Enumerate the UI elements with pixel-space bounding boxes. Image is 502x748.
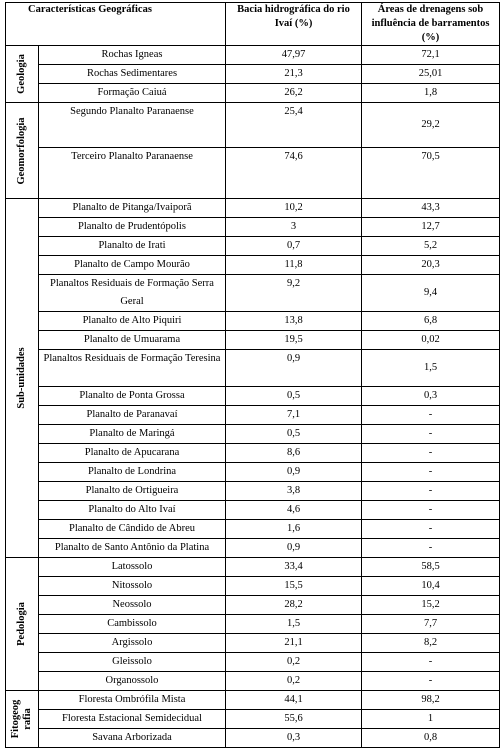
- table-row: [6, 406, 500, 425]
- basin-value: 15,5: [226, 577, 362, 596]
- row-name: Segundo Planalto Paranaense: [39, 103, 226, 148]
- dams-value: 98,2: [362, 691, 500, 710]
- group-label: [10, 697, 34, 741]
- dams-value: -: [362, 501, 500, 520]
- dams-value: 70,5: [362, 148, 500, 199]
- basin-value: 26,2: [226, 84, 362, 103]
- dams-value: 43,3: [362, 199, 500, 218]
- basin-value: 0,9: [226, 463, 362, 482]
- row-name: Planalto de Irati: [39, 237, 226, 256]
- dams-value: 0,8: [362, 729, 500, 748]
- table-row: [6, 256, 500, 275]
- row-name: Rochas Sedimentares: [39, 65, 226, 84]
- header-characteristics: Características Geográficas: [6, 3, 226, 46]
- dams-value: 9,4: [362, 275, 500, 312]
- basin-value: 0,7: [226, 237, 362, 256]
- row-name: Planalto de Paranavaí: [39, 406, 226, 425]
- basin-value: 8,6: [226, 444, 362, 463]
- table-row: [6, 65, 500, 84]
- row-name: Planalto de Londrina: [39, 463, 226, 482]
- row-name: Argissolo: [39, 634, 226, 653]
- group-label: Geologia: [16, 54, 27, 94]
- basin-value: 28,2: [226, 596, 362, 615]
- table-row: [6, 312, 500, 331]
- table-row: [6, 634, 500, 653]
- dams-value: -: [362, 520, 500, 539]
- row-name: Formação Caiuá: [39, 84, 226, 103]
- dams-value: 15,2: [362, 596, 500, 615]
- dams-value: -: [362, 539, 500, 558]
- dams-value: -: [362, 482, 500, 501]
- table-row: [6, 558, 500, 577]
- row-name: Neossolo: [39, 596, 226, 615]
- dams-value: 10,4: [362, 577, 500, 596]
- dams-value: -: [362, 425, 500, 444]
- table-row: [6, 444, 500, 463]
- row-name: Terceiro Planalto Paranaense: [39, 148, 226, 199]
- header-row: [6, 3, 500, 46]
- basin-value: 1,5: [226, 615, 362, 634]
- basin-value: 13,8: [226, 312, 362, 331]
- table-row: [6, 237, 500, 256]
- basin-value: 55,6: [226, 710, 362, 729]
- header-dams: Áreas de drenagens sob influência de barramentos (%): [362, 3, 500, 46]
- basin-value: 0,3: [226, 729, 362, 748]
- basin-value: 0,2: [226, 653, 362, 672]
- group-cell: [6, 103, 39, 199]
- table-row: [6, 691, 500, 710]
- geographic-characteristics-table: [5, 2, 500, 748]
- table-row: [6, 331, 500, 350]
- row-name: Planalto de Cândido de Abreu: [39, 520, 226, 539]
- table-body: [6, 46, 500, 748]
- dams-value: 25,01: [362, 65, 500, 84]
- table-row: [6, 387, 500, 406]
- row-name: Savana Arborizada: [39, 729, 226, 748]
- row-name: Planalto de Alto Piquiri: [39, 312, 226, 331]
- dams-value: 29,2: [362, 103, 500, 148]
- table-row: [6, 615, 500, 634]
- dams-value: 20,3: [362, 256, 500, 275]
- table-row: [6, 275, 500, 312]
- row-name: Planaltos Residuais de Formação Serra Geral: [39, 275, 226, 312]
- basin-value: 7,1: [226, 406, 362, 425]
- dams-value: -: [362, 653, 500, 672]
- table-row: [6, 482, 500, 501]
- basin-value: 47,97: [226, 46, 362, 65]
- dams-value: 6,8: [362, 312, 500, 331]
- table-row: [6, 539, 500, 558]
- table-row: [6, 710, 500, 729]
- row-name: Planalto de Maringá: [39, 425, 226, 444]
- row-name: Planalto de Campo Mourão: [39, 256, 226, 275]
- group-cell: [6, 558, 39, 691]
- table-row: [6, 729, 500, 748]
- row-name: Planalto de Apucarana: [39, 444, 226, 463]
- basin-value: 21,1: [226, 634, 362, 653]
- group-label-line: Fitogeog: [10, 699, 21, 739]
- group-label-line: rafia: [22, 708, 33, 730]
- basin-value: 0,5: [226, 387, 362, 406]
- dams-value: -: [362, 672, 500, 691]
- basin-value: 1,6: [226, 520, 362, 539]
- row-name: Gleissolo: [39, 653, 226, 672]
- row-name: Organossolo: [39, 672, 226, 691]
- row-name: Nitossolo: [39, 577, 226, 596]
- table-row: [6, 199, 500, 218]
- basin-value: 44,1: [226, 691, 362, 710]
- group-label: Sub-unidades: [16, 347, 27, 409]
- table-row: [6, 501, 500, 520]
- table-row: [6, 218, 500, 237]
- dams-value: 0,02: [362, 331, 500, 350]
- group-cell: [6, 199, 39, 558]
- table-row: [6, 596, 500, 615]
- basin-value: 21,3: [226, 65, 362, 84]
- basin-value: 11,8: [226, 256, 362, 275]
- row-name: Floresta Estacional Semidecidual: [39, 710, 226, 729]
- basin-value: 0,9: [226, 350, 362, 387]
- group-cell: [6, 691, 39, 748]
- basin-value: 0,5: [226, 425, 362, 444]
- dams-value: 1,8: [362, 84, 500, 103]
- table-row: [6, 46, 500, 65]
- dams-value: 72,1: [362, 46, 500, 65]
- basin-value: 9,2: [226, 275, 362, 312]
- dams-value: 12,7: [362, 218, 500, 237]
- row-name: Planalto de Prudentópolis: [39, 218, 226, 237]
- group-label: Pedologia: [16, 602, 27, 646]
- row-name: Planalto de Ponta Grossa: [39, 387, 226, 406]
- dams-value: -: [362, 406, 500, 425]
- basin-value: 0,9: [226, 539, 362, 558]
- row-name: Planalto de Santo Antônio da Platina: [39, 539, 226, 558]
- row-name: Rochas Igneas: [39, 46, 226, 65]
- dams-value: 0,3: [362, 387, 500, 406]
- basin-value: 25,4: [226, 103, 362, 148]
- row-name: Floresta Ombrófila Mista: [39, 691, 226, 710]
- table-row: [6, 425, 500, 444]
- row-name: Planalto de Pitanga/Ivaiporã: [39, 199, 226, 218]
- basin-value: 10,2: [226, 199, 362, 218]
- basin-value: 3: [226, 218, 362, 237]
- table-row: [6, 672, 500, 691]
- group-label: Geomorfologia: [16, 116, 27, 185]
- dams-value: 5,2: [362, 237, 500, 256]
- dams-value: -: [362, 463, 500, 482]
- basin-value: 3,8: [226, 482, 362, 501]
- table-row: [6, 84, 500, 103]
- basin-value: 33,4: [226, 558, 362, 577]
- row-name: Planalto de Umuarama: [39, 331, 226, 350]
- dams-value: 58,5: [362, 558, 500, 577]
- table-row: [6, 577, 500, 596]
- row-name: Cambissolo: [39, 615, 226, 634]
- dams-value: 1: [362, 710, 500, 729]
- dams-value: 7,7: [362, 615, 500, 634]
- row-name: Latossolo: [39, 558, 226, 577]
- basin-value: 19,5: [226, 331, 362, 350]
- row-name: Planalto do Alto Ivaí: [39, 501, 226, 520]
- table-row: [6, 148, 500, 199]
- dams-value: -: [362, 444, 500, 463]
- dams-value: 1,5: [362, 350, 500, 387]
- header-basin: Bacia hidrográfica do rio Ivaí (%): [226, 3, 362, 46]
- dams-value: 8,2: [362, 634, 500, 653]
- table-row: [6, 653, 500, 672]
- table-row: [6, 350, 500, 387]
- table-row: [6, 103, 500, 148]
- basin-value: 74,6: [226, 148, 362, 199]
- table-row: [6, 520, 500, 539]
- basin-value: 0,2: [226, 672, 362, 691]
- table-row: [6, 463, 500, 482]
- group-cell: [6, 46, 39, 103]
- row-name: Planalto de Ortigueira: [39, 482, 226, 501]
- row-name: Planaltos Residuais de Formação Teresina: [39, 350, 226, 387]
- basin-value: 4,6: [226, 501, 362, 520]
